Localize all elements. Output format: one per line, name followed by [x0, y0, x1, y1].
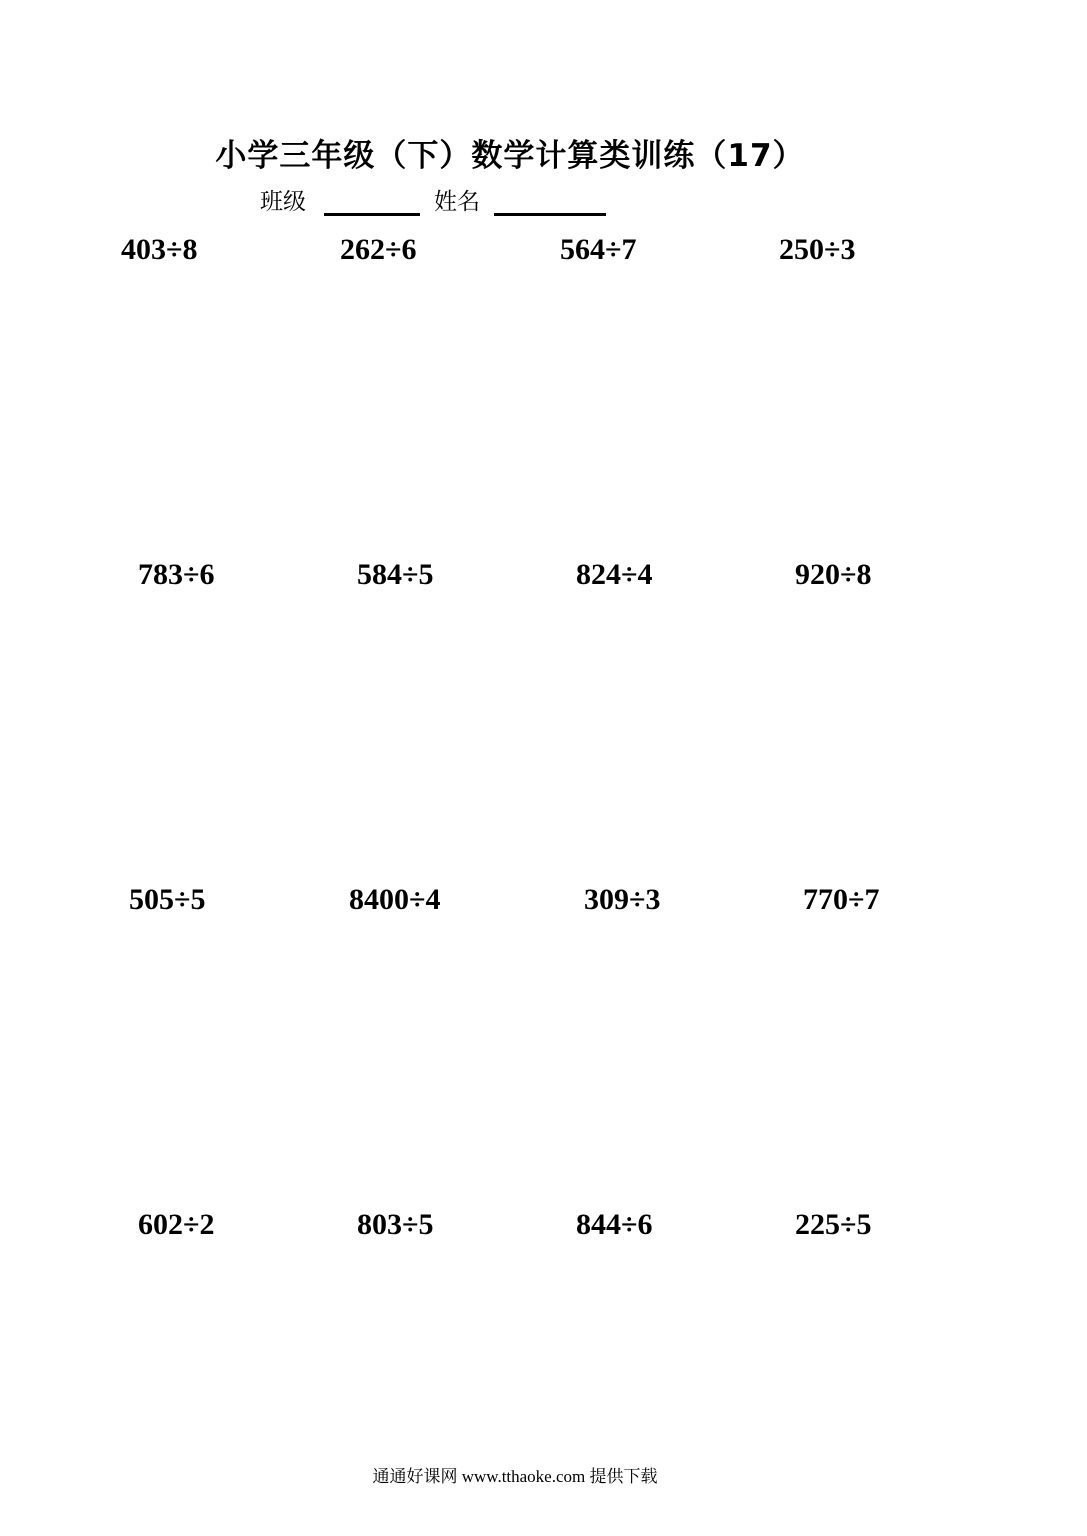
problem-4-3: 844÷6: [576, 1208, 653, 1241]
class-label: 班级: [260, 189, 306, 215]
problem-3-2: 8400÷4: [349, 883, 441, 916]
worksheet-title: 小学三年级（下）数学计算类训练（17）: [215, 138, 805, 174]
problem-1-2: 262÷6: [340, 233, 417, 266]
problem-3-3: 309÷3: [584, 883, 661, 916]
problem-4-4: 225÷5: [795, 1208, 872, 1241]
class-blank[interactable]: [324, 189, 420, 216]
problem-2-2: 584÷5: [357, 558, 434, 591]
problem-1-1: 403÷8: [121, 233, 198, 266]
problem-4-1: 602÷2: [138, 1208, 215, 1241]
problem-4-2: 803÷5: [357, 1208, 434, 1241]
problem-1-4: 250÷3: [779, 233, 856, 266]
footer-credit: 通通好课网 www.tthaoke.com 提供下载: [372, 1467, 658, 1486]
problem-2-3: 824÷4: [576, 558, 653, 591]
problem-2-1: 783÷6: [138, 558, 215, 591]
problem-2-4: 920÷8: [795, 558, 872, 591]
student-info-line: [260, 186, 606, 216]
name-label: 姓名: [434, 189, 480, 215]
problem-1-3: 564÷7: [560, 233, 637, 266]
name-blank[interactable]: [494, 189, 606, 216]
problem-3-4: 770÷7: [803, 883, 880, 916]
problem-3-1: 505÷5: [129, 883, 206, 916]
